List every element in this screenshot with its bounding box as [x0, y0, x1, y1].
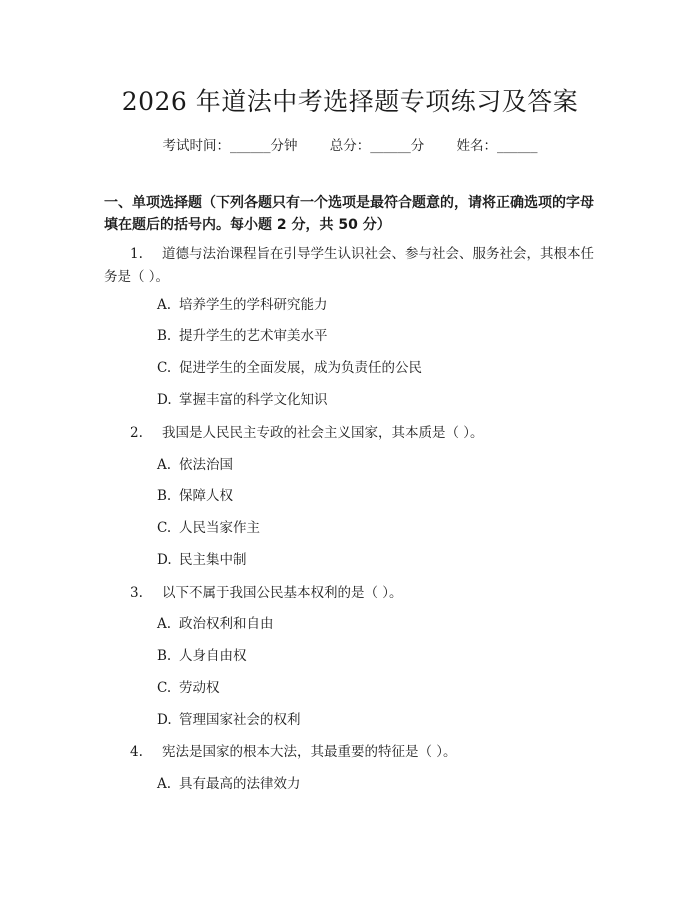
option-text: 具有最高的法律效力 [179, 776, 301, 792]
option-text: 民主集中制 [179, 552, 247, 568]
option-letter: D. [157, 552, 172, 568]
option-3c [157, 678, 597, 698]
option-text: 提升学生的艺术审美水平 [179, 328, 328, 344]
option-letter: D. [157, 392, 172, 408]
option-1b [157, 326, 597, 346]
question-number: 4. [130, 744, 143, 760]
option-letter: C. [157, 360, 172, 376]
option-text: 依法治国 [179, 457, 233, 473]
question-text: 道德与法治课程旨在引导学生认识社会、参与社会、服务社会，其根本任务是（ ）。 [104, 246, 594, 285]
option-letter: C. [157, 520, 172, 536]
option-1c [157, 358, 597, 378]
student-name-field: 姓名：______ [456, 138, 538, 154]
page-title: 2026 年道法中考选择题专项练习及答案 [121, 87, 579, 116]
option-letter: A. [157, 616, 172, 632]
exam-info-line [0, 134, 700, 154]
option-text: 促进学生的全面发展，成为负责任的公民 [179, 360, 422, 376]
option-letter: A. [157, 776, 172, 792]
option-text: 保障人权 [179, 488, 233, 504]
option-4a [157, 774, 597, 794]
option-text: 管理国家社会的权利 [179, 712, 301, 728]
option-text: 掌握丰富的科学文化知识 [179, 392, 328, 408]
option-letter: B. [157, 648, 172, 664]
option-2d [157, 550, 597, 570]
option-letter: A. [157, 457, 172, 473]
option-2b [157, 486, 597, 506]
option-letter: C. [157, 680, 172, 696]
question-2 [104, 422, 604, 445]
option-text: 人民当家作主 [179, 520, 260, 536]
option-letter: B. [157, 328, 172, 344]
option-1a [157, 295, 597, 315]
option-text: 劳动权 [179, 680, 220, 696]
exam-time-field: 考试时间：______分钟 [162, 138, 298, 154]
total-score-field: 总分：______分 [329, 138, 425, 154]
option-3b [157, 646, 597, 666]
option-3d [157, 710, 597, 730]
question-number: 2. [130, 425, 143, 441]
option-text: 培养学生的学科研究能力 [179, 297, 328, 313]
option-3a [157, 614, 597, 634]
option-2a [157, 455, 597, 475]
option-text: 人身自由权 [179, 648, 247, 664]
option-letter: B. [157, 488, 172, 504]
question-number: 1. [130, 246, 143, 262]
question-text: 我国是人民民主专政的社会主义国家，其本质是（ ）。 [162, 425, 484, 441]
question-text: 宪法是国家的根本大法，其最重要的特征是（ ）。 [162, 744, 457, 760]
option-1d [157, 390, 597, 410]
question-text: 以下不属于我国公民基本权利的是（ ）。 [162, 585, 403, 601]
option-letter: A. [157, 297, 172, 313]
question-3 [104, 582, 604, 605]
question-1 [104, 243, 604, 289]
question-4 [104, 741, 604, 764]
option-text: 政治权利和自由 [179, 616, 274, 632]
section-header: 一、单项选择题（下列各题只有一个选项是最符合题意的，请将正确选项的字母填在题后的括号内。每小题 2 分，共 50 分） [104, 195, 594, 233]
option-letter: D. [157, 712, 172, 728]
option-2c [157, 518, 597, 538]
question-number: 3. [130, 585, 143, 601]
